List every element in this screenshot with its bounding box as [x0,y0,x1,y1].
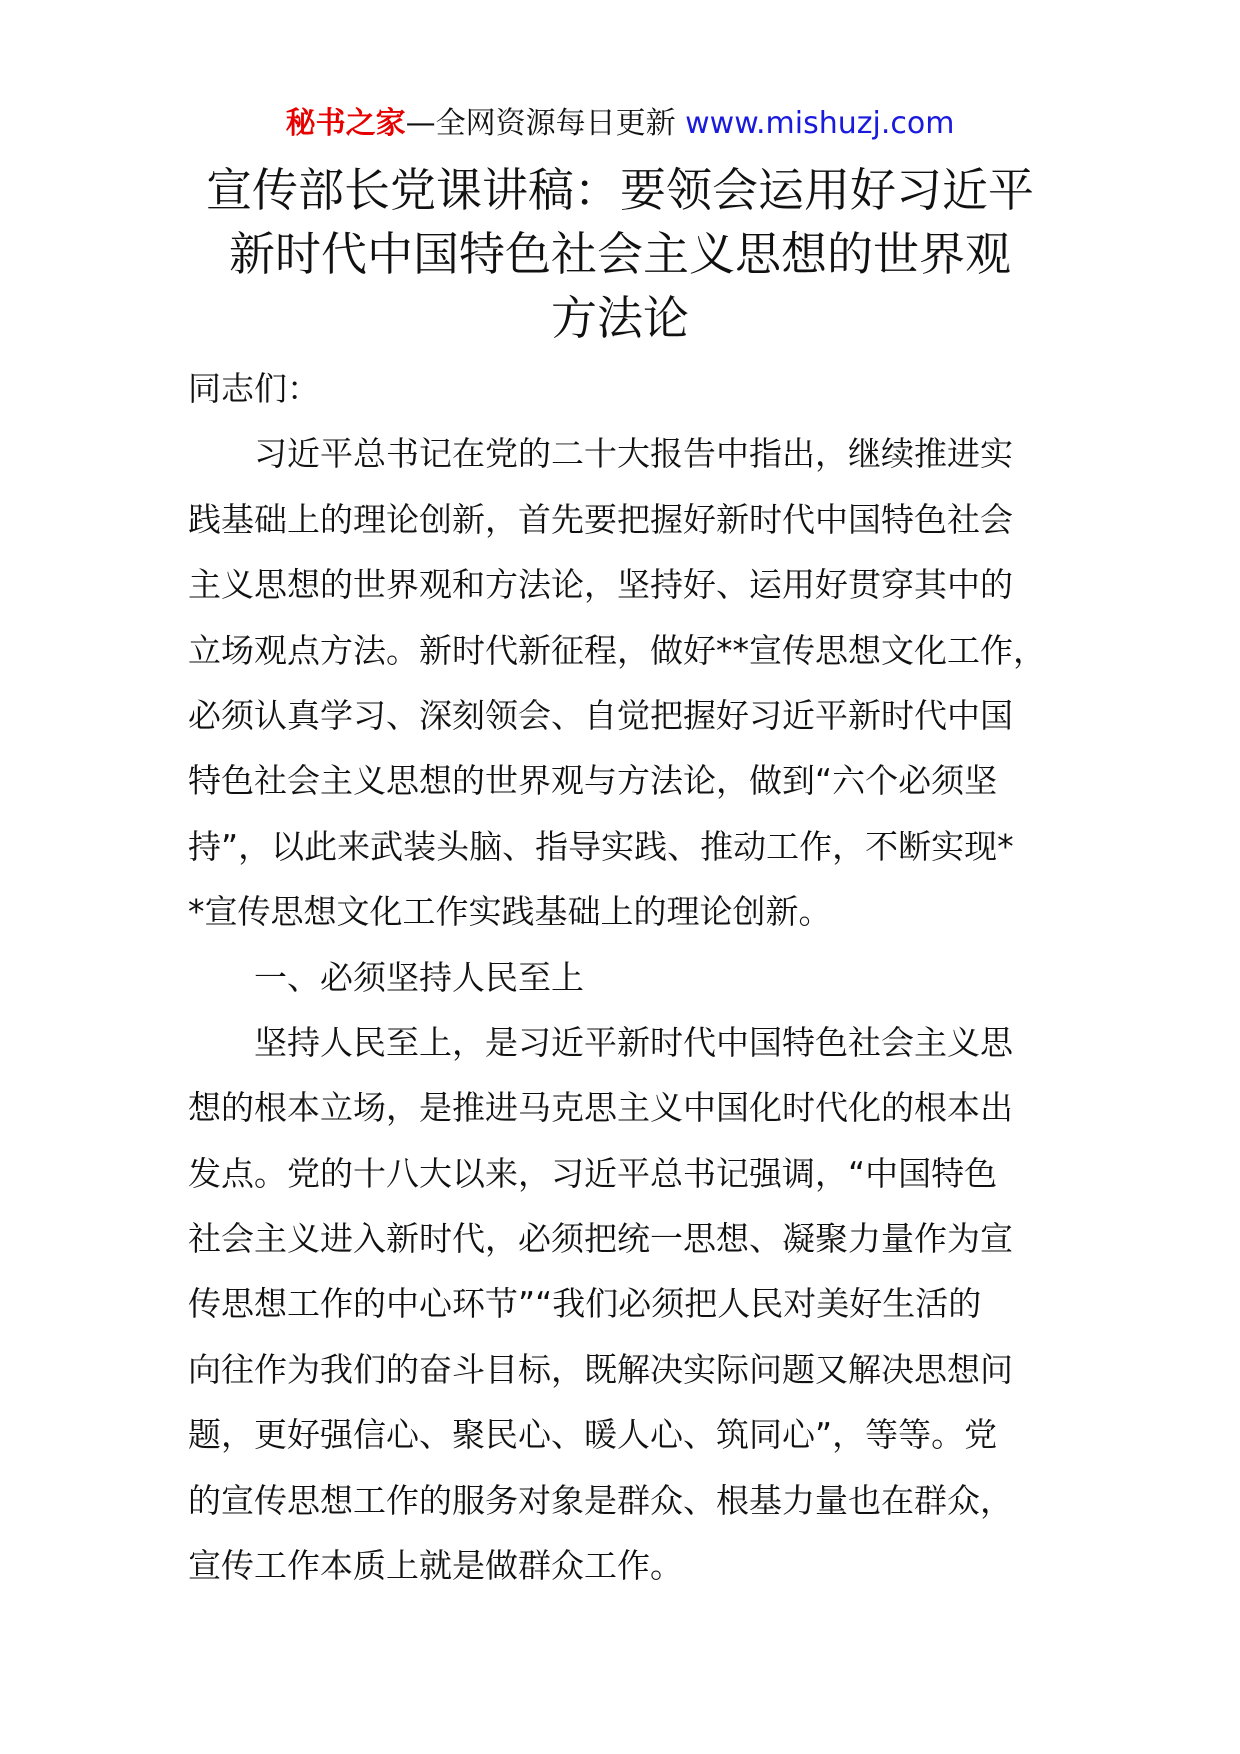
paragraph-line: 想的根本立场，是推进马克思主义中国化时代化的根本出 [188,1088,1013,1128]
paragraph-line: 社会主义进入新时代，必须把统一思想、凝聚力量作为宣 [188,1219,1013,1259]
title-line: 新时代中国特色社会主义思想的世界观 [229,227,1011,281]
paragraph-line: 主义思想的世界观和方法论，坚持好、运用好贯穿其中的 [188,565,1013,605]
paragraph-line: 题，更好强信心、聚民心、暖人心、筑同心”，等等。党 [188,1415,998,1455]
paragraph-line: 发点。党的十八大以来，习近平总书记强调，“中国特色 [188,1153,998,1193]
paragraph-line: 宣传工作本质上就是做群众工作。 [188,1546,683,1586]
paragraph-line: 坚持人民至上，是习近平新时代中国特色社会主义思 [254,1022,1013,1062]
document-body [188,356,1058,1598]
brand-name: 秘书之家 [285,106,406,141]
salutation: 同志们： [188,369,320,408]
paragraph-line: 习近平总书记在党的二十大报告中指出，继续推进实 [254,434,1013,474]
paragraph-line: 的宣传思想工作的服务对象是群众、根基力量也在群众， [188,1480,1013,1520]
header-tagline: —全网资源每日更新 [405,106,676,141]
paragraph-line: 立场观点方法。新时代新征程，做好**宣传思想文化工作， [188,630,1046,670]
paragraph-line: 向往作为我们的奋斗目标，既解决实际问题又解决思想问 [188,1349,1013,1389]
paragraph-line: 必须认真学习、深刻领会、自觉把握好习近平新时代中国 [188,695,1013,735]
paragraph-line: 持”，以此来武装头脑、指导实践、推动工作，不断实现* [188,826,1014,866]
paragraph-line: 传思想工作的中心环节”“我们必须把人民对美好生活的 [188,1284,982,1324]
title-line: 宣传部长党课讲稿：要领会运用好习近平 [206,163,1034,217]
paragraph-line: *宣传思想文化工作实践基础上的理论创新。 [188,892,832,932]
section-heading: 一、必须坚持人民至上 [254,957,584,997]
site-header [0,104,1240,144]
paragraph-line: 践基础上的理论创新，首先要把握好新时代中国特色社会 [188,499,1013,539]
site-url-link[interactable]: www.mishuzj.com [685,106,955,141]
paragraph-line: 特色社会主义思想的世界观与方法论，做到“六个必须坚 [188,761,998,801]
title-line: 方法论 [551,291,689,345]
document-title [150,158,1090,350]
